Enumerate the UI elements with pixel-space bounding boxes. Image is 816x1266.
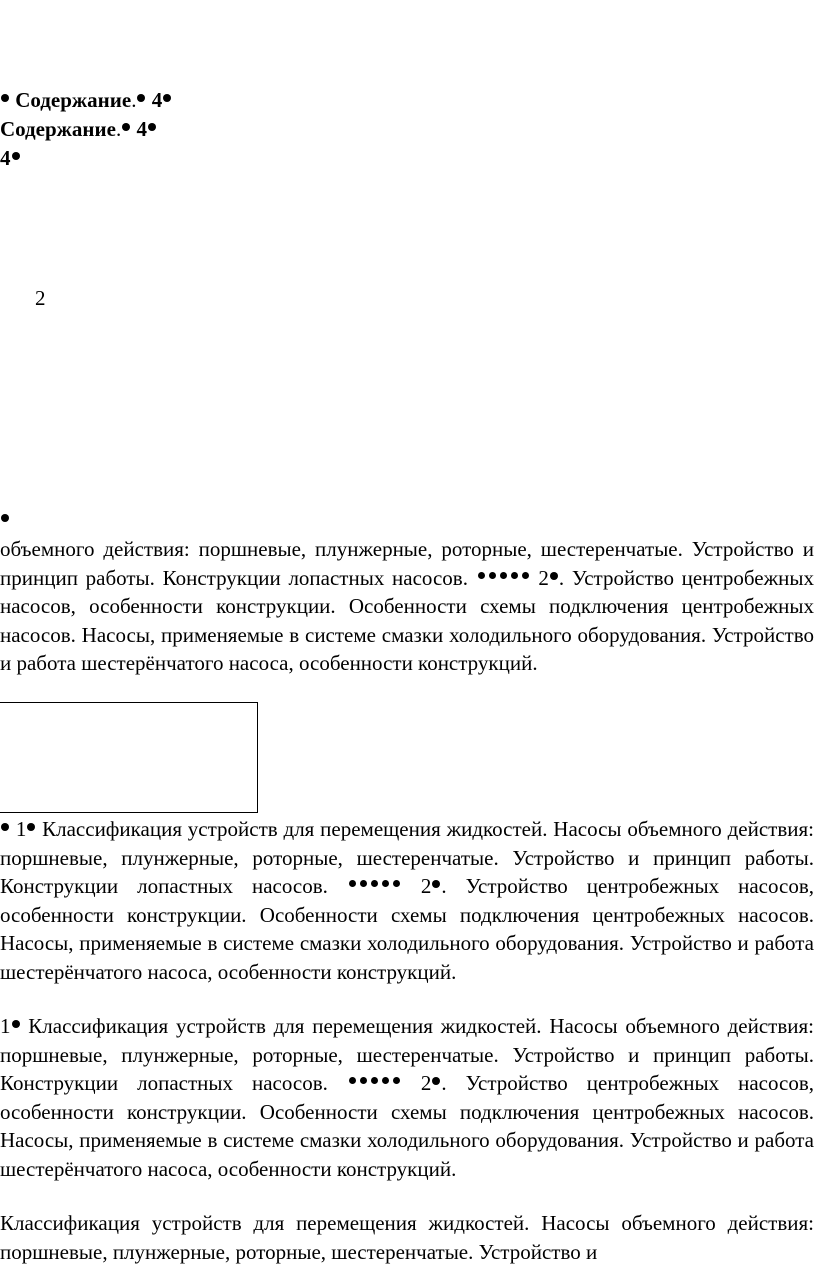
paragraph-1 [0, 535, 814, 678]
bullet-icon [522, 572, 529, 579]
paragraph-3 [0, 1012, 814, 1183]
bullet-icon [478, 572, 485, 579]
bullet-icon [148, 123, 156, 131]
bullet-icon [382, 880, 389, 887]
bullet-icon [360, 880, 367, 887]
bullet-icon [349, 1077, 356, 1084]
bullet-icon [382, 1077, 389, 1084]
bullet-icon [122, 123, 130, 131]
toc-dot: . [131, 88, 137, 112]
page-number-marker: 2 [35, 286, 46, 310]
bullet-icon [1, 94, 9, 102]
bullet-icon [489, 572, 496, 579]
bullet-icon [511, 572, 518, 579]
entry-number: 1 [15, 817, 27, 841]
bullet-icon [12, 1020, 20, 1028]
bullet-icon [432, 1077, 440, 1085]
bullet-icon [137, 94, 145, 102]
toc-line-2 [0, 115, 157, 144]
bullet-icon [27, 823, 35, 831]
paragraph-1-volumetric: объемного действия: поршневые, плунжерные, роторные, шестеренчатые. Устройство и принцип работы. Конструкции лопастных насосов. [0, 537, 814, 590]
toc-page-number: 4 [0, 146, 11, 170]
bullet-icon [393, 880, 400, 887]
bullet-icon [12, 152, 20, 160]
entry-number: 1 [0, 1014, 11, 1038]
paragraph-3-classification: Классификация устройств для перемещения жидкостей. Насосы объемного действия: поршневые, плунжерные, роторные, шестеренчатые. Устройство и принцип работы. Конструкции лопастных насосов. [0, 1014, 815, 1095]
paragraph-2-classification: Классификация устройств для перемещения жидкостей. Насосы объемного действия: поршневые, плунжерные, роторные, шестеренчатые. Устройство и принцип работы. Конструкции лопастных насосов. [0, 817, 815, 898]
toc-page-number: 4 [136, 117, 147, 141]
toc-heading: Содержание [15, 88, 132, 112]
paragraph-4-classification: Классификация устройств для перемещения жидкостей. Насосы объемного действия: поршневые, плунжерные, роторные, шестеренчатые. Устройство и [0, 1211, 814, 1264]
toc-heading: Содержание [0, 117, 116, 141]
paragraph-2-centrifugal: . Устройство центробежных насосов, особенности конструкции. Особенности схемы подключения центробежных насосов. Насосы, применяемые в системе смазки холодильного оборудования. Устройство и работа шестерёнчатого насоса, особенности конструкций. [0, 874, 815, 984]
paragraph-2 [0, 815, 814, 986]
bullet-icon [371, 880, 378, 887]
entry-page: 2 [538, 565, 549, 590]
toc-dot: . [115, 117, 122, 141]
bullet-icon [432, 880, 440, 888]
toc-line-1 [0, 86, 172, 115]
bullet-icon [371, 1077, 378, 1084]
bullet-icon [163, 94, 171, 102]
bullet-icon [349, 880, 356, 887]
image-placeholder-box [0, 702, 258, 813]
paragraph-3-centrifugal: . Устройство центробежных насосов, особенности конструкции. Особенности схемы подключения центробежных насосов. Насосы, применяемые в системе смазки холодильного оборудования. Устройство и работа шестерёнчатого насоса, особенности конструкций. [0, 1071, 815, 1181]
bullet-icon [550, 572, 558, 580]
bullet-icon [1, 823, 9, 831]
bullet-icon [393, 1077, 400, 1084]
toc-page-number: 4 [151, 88, 163, 112]
bullet-icon [500, 572, 507, 579]
toc-line-3 [0, 144, 21, 173]
paragraph-1-centrifugal: . Устройство центробежных насосов, особенности конструкции. Особенности схемы подключения центробежных насосов. Насосы, применяемые в системе смазки холодильного оборудования. Устройство и работа шестерёнчатого насоса, особенности конструкций. [0, 565, 814, 675]
bullet-icon [1, 514, 9, 522]
paragraph-4 [0, 1209, 814, 1266]
entry-page: 2 [420, 1071, 432, 1095]
entry-page: 2 [420, 874, 432, 898]
bullet-icon [360, 1077, 367, 1084]
